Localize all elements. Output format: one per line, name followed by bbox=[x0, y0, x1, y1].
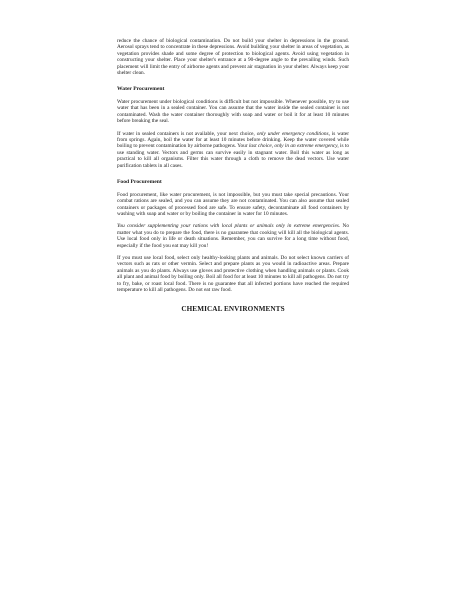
water-paragraph-1: Water procurement under biological conditions is difficult but not impossible. Whenever possible, try to use water that has been in a sealed container. You can assume that the water inside the sealed container is not contaminated. Wash the water container thoroughly with soap and water or boil it for at least 10 minutes before breaking the seal. bbox=[117, 99, 349, 125]
food-paragraph-1: Food procurement, like water procurement, is not impossible, but you must take special precautions. Your combat rations are sealed, and you can assume they are not contaminated. You can also assume that sealed containers or packages of processed food are safe. To ensure safety, decontaminate all food containers by washing with soap and water or by boiling the container in water for 10 minutes. bbox=[117, 191, 349, 217]
water-p2-text-e: is to use standing water. Vectors and germs can survive easily in stagnant water. Boil this water as long as practical to kill all organisms. Filter this water through a cloth to remove the dead vectors. Use water purification tablets in all cases. bbox=[117, 143, 349, 169]
intro-paragraph: reduce the chance of biological contamination. Do not build your shelter in depressions in the ground. Aerosol sprays tend to concentrate in these depressions. Avoid building your shelter in areas of vegetation, as vegetation provides shade and some degree of protection to biological agents. Avoid using vegetation in constructing your shelter. Place your shelter's entrance at a 90-degree angle to the prevailing winds. Such placement will limit the entry of airborne agents and prevent air stagnation in your shelter. Always keep your shelter clean. bbox=[117, 38, 349, 77]
food-paragraph-2 bbox=[117, 223, 349, 249]
food-procurement-heading: Food Procurement bbox=[117, 179, 162, 186]
chemical-environments-title: CHEMICAL ENVIRONMENTS bbox=[181, 305, 285, 314]
food-p2-emphasis: You consider supplementing your rations with local plants or animals only in extreme emergencies. bbox=[117, 223, 341, 230]
water-p2-emphasis-last-choice: last choice, only in an extreme emergency, bbox=[248, 143, 339, 150]
water-procurement-heading: Water Procurement bbox=[117, 86, 165, 93]
food-p2-text: No matter what you do to prepare the food, there is no guarantee that cooking will kill all the biological agents. Use local food only in life or death situations. Remember, you can survive for a long time without food, especially if the food you eat may kill you! bbox=[117, 223, 349, 249]
water-p2-emphasis-emergency: only under emergency conditions, bbox=[256, 130, 330, 137]
water-p2-text-c: is water from springs. Again, boil the water for at least 10 minutes before drinking. Keep the water covered while boiling to prevent contamination by airborne pathogens. Your bbox=[117, 130, 349, 150]
food-paragraph-3: If you must use local food, select only healthy-looking plants and animals. Do not select known carriers of vectors such as rats or other vermin. Select and prepare plants as you would in radioactive areas. Prepare animals as you do plants. Always use gloves and protective clothing when handling animals or plants. Cook all plant and animal food by boiling only. Boil all food for at least 10 minutes to kill all pathogens. Do not try to fry, bake, or roast local food. There is no guarantee that all infected portions have reached the required temperature to kill all pathogens. Do not eat raw food. bbox=[117, 254, 349, 293]
water-p2-text-a: If water in sealed containers is not available, your next choice, bbox=[117, 130, 257, 137]
water-paragraph-2 bbox=[117, 131, 349, 169]
document-page bbox=[117, 38, 349, 313]
